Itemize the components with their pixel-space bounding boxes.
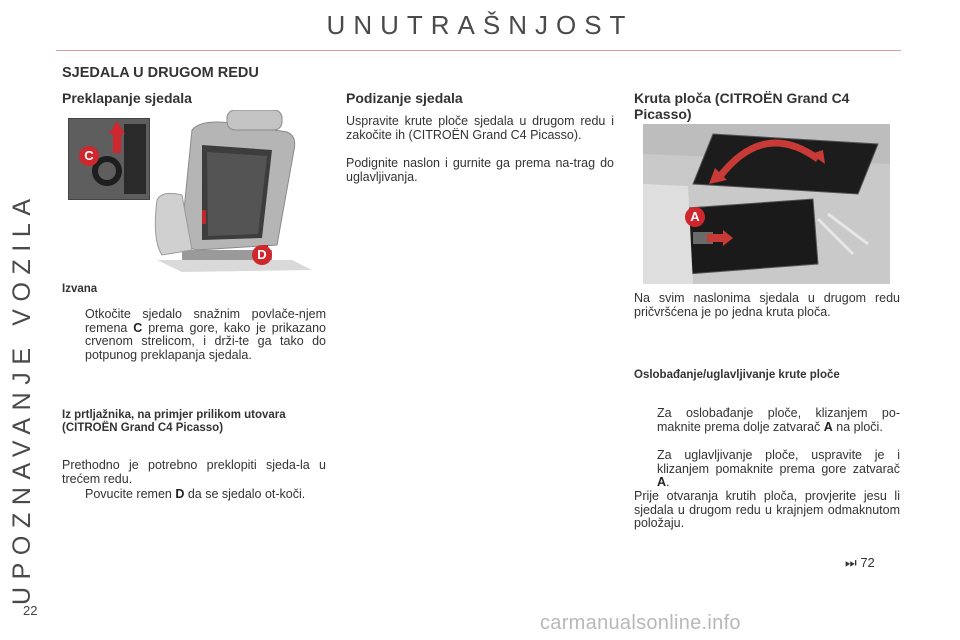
watermark: carmanualsonline.info [540,612,741,634]
bullet-text: Otkočite sjedalo snažnim povlače-njem remena [85,307,326,335]
page-number: 22 [23,603,38,618]
page-title: UNUTRAŠNJOST [326,10,634,40]
title-divider [56,50,901,51]
heading-release-panel: Oslobađanje/uglavljivanje krute ploče [634,369,840,381]
bullet-text: na ploči. [832,419,883,434]
heading-from-trunk: Iz prtljažnika, na primjer prilikom utovara (CITROËN Grand C4 Picasso) [62,409,286,434]
seat-fold-illustration [62,110,326,276]
bullet-unlock-strap-c [85,308,326,362]
safety-note: Prije otvaranja krutih ploča, provjerite jesu li sjedala u drugom redu u krajnjem odmaknutom položaju. [634,489,900,530]
bullet-text: Povucite remen [85,487,176,501]
bullet-lock-latch-a [657,449,900,490]
heading-from-outside: Izvana [62,283,98,295]
raise-seat-text-2: Podignite naslon i gurnite ga prema na-trag do uglavljivanja. [346,156,614,184]
raise-seat-text-1: Uspravite krute ploče sjedala u drugom redu i zakočite ih (CITROËN Grand C4 Picasso). [346,114,614,142]
rigid-panel-caption: Na svim naslonima sjedala u drugom redu pričvršćena je po jedna kruta ploča. [634,291,900,319]
heading-rigid-panel: Kruta ploča (CITROËN Grand C4 Picasso) [634,90,850,122]
bullet-text: da se sjedalo ot-koči. [184,487,306,501]
section-title: SJEDALA U DRUGOM REDU [62,65,259,81]
fast-forward-icon: ⏭ [845,555,857,570]
bullet-text: Za uglavljivanje ploče, uspravite je i klizanjem pomaknite prema gore zatvarač [657,448,900,476]
bullet-pull-strap-d [85,488,326,502]
label-c-marker: C [79,146,99,166]
heading-raise-seat: Podizanje sjedala [346,90,463,106]
bullet-text: . [666,475,670,489]
label-a-marker: A [685,207,705,227]
label-d-marker: D [252,245,272,265]
bullet-key-a: A [657,475,667,489]
bullet-key-c: C [133,320,143,335]
bullet-key-d: D [175,487,185,501]
rigid-panel-illustration [643,124,890,284]
page-reference[interactable] [845,555,875,571]
heading-fold-seat: Preklapanje sjedala [62,90,192,106]
trunk-intro-text: Prethodno je potrebno preklopiti sjeda-la u trećem redu. [62,458,326,486]
bullet-text: Za oslobađanje ploče, klizanjem po-maknite prema dolje zatvarač [657,406,900,434]
side-chapter-title: UPOZNAVANJE VOZILA [8,191,36,605]
bullet-key-a: A [823,419,833,434]
bullet-release-latch-a [657,407,900,434]
rigid-panel-drawing [643,124,890,284]
reference-page-number: 72 [860,555,875,570]
bullet-text: prema gore, kako je prikazano crvenom strelicom, i drži-te ga tako do potpunog preklapanja sjedala. [85,320,327,362]
